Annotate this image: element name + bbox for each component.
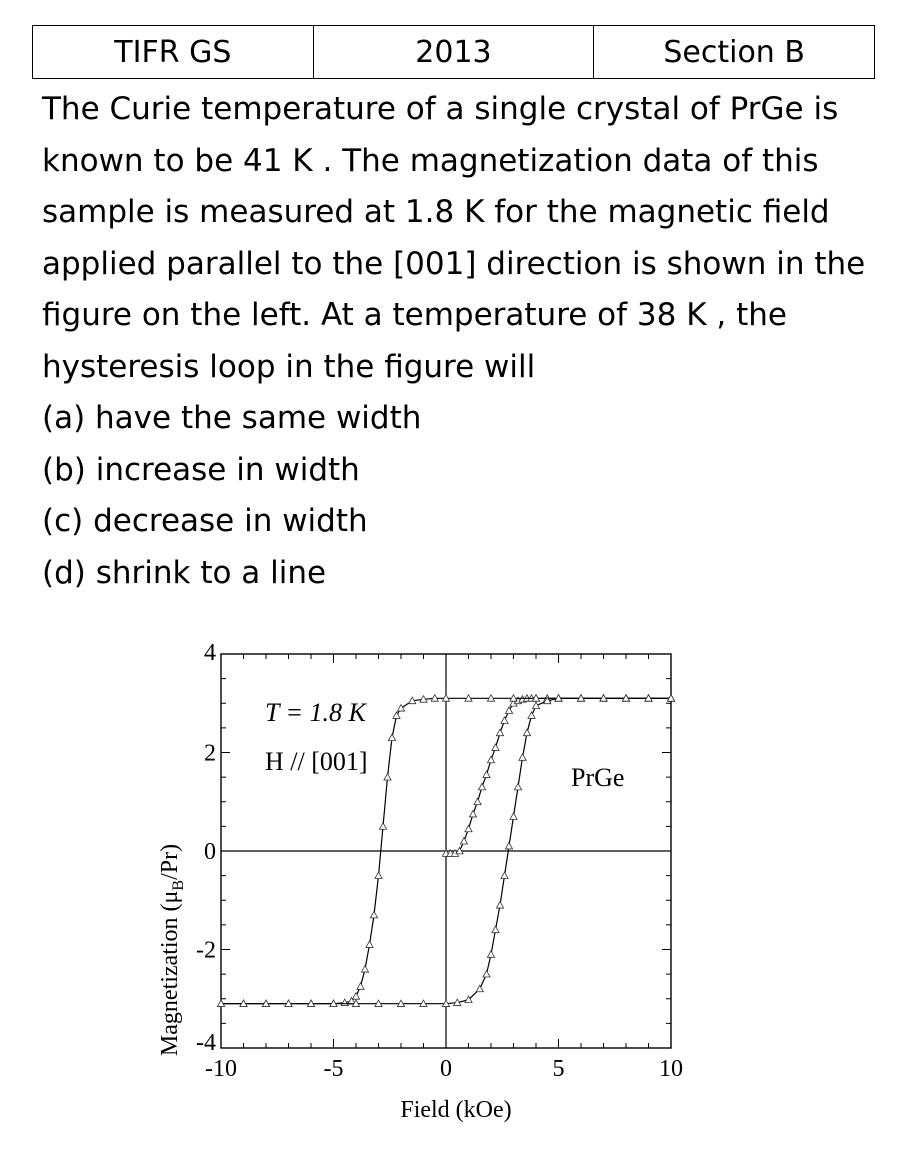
x-tick-label: -10 bbox=[205, 1056, 237, 1082]
data-point bbox=[496, 902, 503, 908]
question-text: The Curie temperature of a single crystal of PrGe is known to be 41 K . The magnetization data of this sample is measured at 1.8 K for the magnetic field applied parallel to the [001] direction is shown in the figure on the left. At a temperature of 38 K , the hysteresis loop in the figure will bbox=[42, 91, 866, 385]
data-point bbox=[510, 813, 517, 819]
y-tick-label: -2 bbox=[196, 937, 216, 964]
data-point bbox=[483, 771, 490, 777]
field-direction-annotation: H // [001] bbox=[265, 747, 368, 776]
data-point bbox=[528, 712, 535, 718]
x-tick-label: 0 bbox=[440, 1056, 452, 1082]
question bbox=[42, 84, 892, 599]
data-point bbox=[523, 729, 530, 735]
sample-annotation: PrGe bbox=[571, 763, 625, 792]
y-axis-label: Magnetization $(\mu_B/Pr)$ bbox=[157, 843, 187, 1057]
data-point bbox=[519, 754, 526, 760]
y-tick-label: 0 bbox=[204, 839, 216, 865]
data-point bbox=[487, 951, 494, 957]
data-point bbox=[483, 971, 490, 977]
x-tick-label: -5 bbox=[323, 1056, 344, 1082]
data-point bbox=[496, 729, 503, 735]
data-point bbox=[469, 810, 476, 816]
data-point bbox=[361, 966, 368, 972]
y-tick-label: -4 bbox=[196, 1030, 216, 1056]
x-tick-label: 10 bbox=[659, 1056, 683, 1082]
data-point bbox=[492, 926, 499, 932]
data-point bbox=[460, 838, 467, 844]
data-point bbox=[478, 783, 485, 789]
data-point bbox=[492, 744, 499, 750]
data-point bbox=[393, 712, 400, 718]
header-exam: TIFR GS bbox=[33, 26, 314, 79]
header-section: Section B bbox=[594, 26, 875, 79]
hysteresis-chart bbox=[145, 630, 705, 1130]
option-b: (b) increase in width bbox=[42, 451, 360, 488]
data-point bbox=[501, 872, 508, 878]
temperature-annotation: T = 1.8 K bbox=[265, 698, 366, 727]
data-point bbox=[487, 756, 494, 762]
header-table bbox=[32, 25, 875, 79]
x-tick-label: 5 bbox=[552, 1056, 565, 1082]
data-point bbox=[352, 993, 359, 999]
data-point bbox=[397, 705, 404, 711]
data-point bbox=[357, 983, 364, 989]
option-c: (c) decrease in width bbox=[42, 503, 368, 539]
data-point bbox=[465, 825, 472, 831]
data-point bbox=[514, 783, 521, 789]
option-d: (d) shrink to a line bbox=[42, 554, 327, 591]
y-tick-label: 4 bbox=[204, 640, 216, 666]
data-point bbox=[388, 734, 395, 740]
data-point bbox=[532, 702, 539, 708]
y-tick-label: 2 bbox=[204, 740, 216, 767]
option-a: (a) have the same width bbox=[42, 400, 422, 436]
header-row bbox=[33, 26, 875, 79]
data-point bbox=[384, 774, 391, 780]
data-point bbox=[505, 842, 512, 848]
options-list bbox=[42, 393, 892, 599]
data-point bbox=[375, 872, 382, 878]
header-year: 2013 bbox=[313, 26, 594, 79]
data-point bbox=[474, 798, 481, 804]
x-axis-label: Field (kOe) bbox=[400, 1097, 512, 1123]
data-point bbox=[476, 985, 483, 991]
data-point bbox=[379, 823, 386, 829]
data-point bbox=[501, 717, 508, 723]
series-line-0 bbox=[446, 698, 671, 853]
data-point bbox=[366, 941, 373, 947]
data-point bbox=[370, 911, 377, 917]
data-point bbox=[505, 707, 512, 713]
